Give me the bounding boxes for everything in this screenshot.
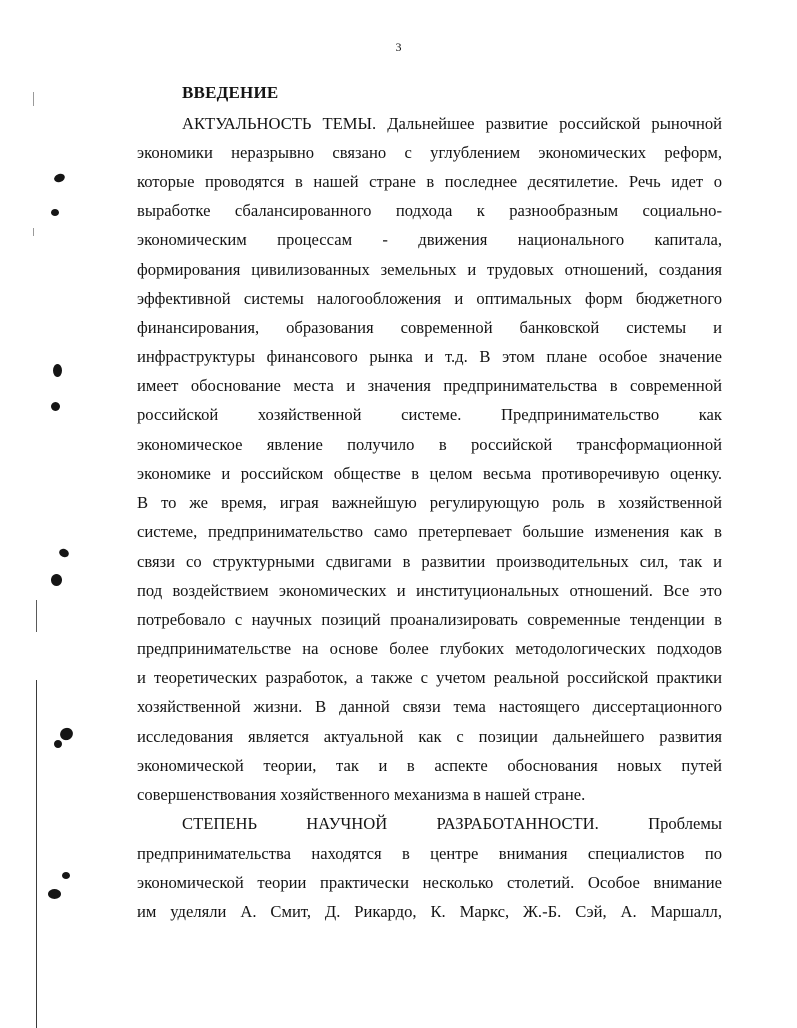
scan-speck xyxy=(51,209,59,216)
text-line: предпринимательстве на основе более глубоких методологических подходов xyxy=(137,639,722,658)
text-line: которые проводятся в нашей стране в последнее десятилетие. Речь идет о xyxy=(137,172,722,191)
section-heading: ВВЕДЕНИЕ xyxy=(182,83,279,102)
text-line: системе, предпринимательство само претерпевает большие изменения как в xyxy=(137,522,722,541)
text-line: экономике и российском обществе в целом весьма противоречивую оценку. xyxy=(137,464,722,483)
text-line: экономической теории практически несколько столетий. Особое внимание xyxy=(137,873,722,892)
scan-edge-line xyxy=(33,92,34,106)
text-line: СТЕПЕНЬ НАУЧНОЙ РАЗРАБОТАННОСТИ. Проблемы xyxy=(182,814,722,833)
text-line: хозяйственной жизни. В данной связи тема настоящего диссертационного xyxy=(137,697,722,716)
text-line: и теоретических разработок, а также с учетом реальной российской практики xyxy=(137,668,722,687)
page-number: 3 xyxy=(395,40,402,54)
text-line: В то же время, играя важнейшую регулирующую роль в хозяйственной xyxy=(137,493,722,512)
text-line: экономическим процессам - движения национального капитала, xyxy=(137,230,722,249)
text-line: им уделяли А. Смит, Д. Рикардо, К. Маркс, Ж.-Б. Сэй, А. Маршалл, xyxy=(137,902,722,921)
scan-speck xyxy=(51,402,60,411)
scan-speck xyxy=(62,872,70,879)
text-line: экономической теории, так и в аспекте обоснования новых путей xyxy=(137,756,722,775)
text-line: выработке сбалансированного подхода к разнообразным социально- xyxy=(137,201,722,220)
scan-speck xyxy=(53,364,62,377)
scan-edge-line xyxy=(33,228,34,236)
scan-edge-line xyxy=(36,680,37,1028)
text-line: исследования является актуальной как с позиции дальнейшего развития xyxy=(137,727,722,746)
scan-speck xyxy=(54,740,62,748)
text-line: российской хозяйственной системе. Предпринимательство как xyxy=(137,405,722,424)
text-line: экономики неразрывно связано с углублением экономических реформ, xyxy=(137,143,722,162)
text-line: эффективной системы налогообложения и оптимальных форм бюджетного xyxy=(137,289,722,308)
scan-speck xyxy=(51,574,62,586)
text-line: экономическое явление получило в российской трансформационной xyxy=(137,435,722,454)
text-line: под воздействием экономических и институциональных отношений. Все это xyxy=(137,581,722,600)
text-line: имеет обоснование места и значения предпринимательства в современной xyxy=(137,376,722,395)
text-line: финансирования, образования современной банковской системы и xyxy=(137,318,722,337)
scan-speck xyxy=(58,547,70,558)
text-line: потребовало с научных позиций проанализировать современные тенденции в xyxy=(137,610,722,629)
scan-edge-line xyxy=(36,600,37,632)
scan-speck xyxy=(48,889,61,899)
text-line: связи со структурными сдвигами в развитии производительных сил, так и xyxy=(137,552,722,571)
text-line: АКТУАЛЬНОСТЬ ТЕМЫ. Дальнейшее развитие российской рыночной xyxy=(182,114,722,133)
text-line: предпринимательства находятся в центре внимания специалистов по xyxy=(137,844,722,863)
text-line: инфраструктуры финансового рынка и т.д. В этом плане особое значение xyxy=(137,347,722,366)
scan-speck xyxy=(53,172,66,183)
text-line: совершенствования хозяйственного механизма в нашей стране. xyxy=(137,785,586,804)
text-line: формирования цивилизованных земельных и трудовых отношений, создания xyxy=(137,260,722,279)
